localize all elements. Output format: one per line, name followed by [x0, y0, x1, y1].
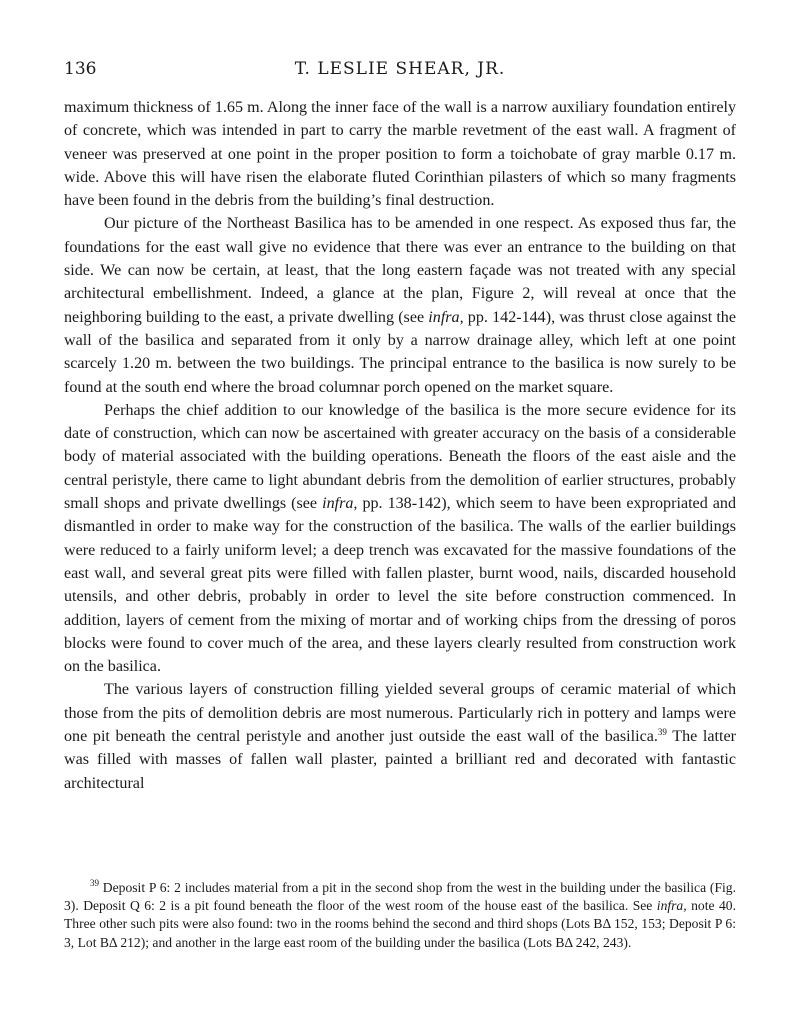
paragraph-2-text-b: pp. 138-142), which seem to have been expropriated and dismantled in order to make way for the construction of the basilica. The walls of the earlier buildings were reduced to a fairly uniform level; a deep trench was excavated for the massive foundations of the east wall, and several great pits were filled with fallen plaster, burnt wood, nails, discarded household utensils, and other debris, probably in order to level the site before construction commenced. In addition, layers of cement from the mixing of mortar and of working chips from the dressing of poros blocks were found to cover much of the area, and these layers clearly resulted from construction work on the basilica.: [64, 495, 737, 676]
footnote-39: [64, 879, 736, 952]
footnote-ref-39[interactable]: 39: [657, 727, 667, 738]
footnotes: [64, 879, 736, 952]
body-text: [64, 96, 736, 795]
paragraph-2-italic: infra,: [322, 495, 358, 513]
paragraph-3-text-b: The latter was filled with masses of fallen wall plaster, painted a brilliant red and decorated with fantastic architectural: [64, 728, 736, 792]
footnote-text-b: note 40. Three other such pits were also found: two in the rooms behind the second and third shops (Lots BΔ 152, 153; Deposit P 6: 3, Lot BΔ 212); and another in the large east room of the building under the basilica (Lots BΔ 242, 243).: [64, 898, 736, 950]
page-header: [64, 57, 736, 81]
paragraph-2-text-a: Perhaps the chief addition to our knowledge of the basilica is the more secure evidence for its date of construction, which can now be ascertained with greater accuracy on the basis of a considerable body of material associated with the building operations. Beneath the floors of the east aisle and the central peristyle, there came to light abundant debris from the demolition of earlier structures, probably small shops and private dwellings (see: [64, 401, 736, 513]
paragraph-1-text-b: pp. 142-144), was thrust close against the wall of the basilica and separated from it only by a narrow drainage alley, which left at one point scarcely 1.20 m. between the two buildings. The principal entrance to the basilica is now surely to be found at the south end where the broad columnar porch opened on the market square.: [64, 308, 736, 396]
paragraph-0: [64, 96, 736, 212]
footnote-italic: infra,: [656, 898, 687, 914]
paragraph-3: [64, 678, 736, 794]
paragraph-1-italic: infra,: [428, 308, 464, 326]
running-head: T. LESLIE SHEAR, JR.: [294, 59, 506, 79]
paragraph-1-text-a: Our picture of the Northeast Basilica has to be amended in one respect. As exposed thus far, the foundations for the east wall give no evidence that there was ever an entrance to the building on that side. We can now be certain, at least, that the long eastern façade was not treated with any special architectural embellishment. Indeed, a glance at the plan, Figure 2, will reveal at once that the neighboring building to the east, a private dwelling (see: [64, 215, 736, 326]
paragraph-1: [64, 212, 736, 398]
footnote-text-a: Deposit P 6: 2 includes material from a pit in the second shop from the west in the building under the basilica (Fig. 3). Deposit Q 6: 2 is a pit found beneath the floor of the west room of the house east of the basilica. See: [64, 880, 736, 914]
paragraph-0-text: maximum thickness of 1.65 m. Along the inner face of the wall is a narrow auxiliary foundation entirely of concrete, which was intended in part to carry the marble revetment of the east wall. A fragment of veneer was preserved at one point in the proper position to form a toichobate of gray marble 0.17 m. wide. Above this will have risen the elaborate fluted Corinthian pilasters of which so many fragments have been found in the debris from the building’s final destruction.: [64, 99, 736, 210]
paragraph-3-text-a: The various layers of construction filling yielded several groups of ceramic material of which those from the pits of demolition debris are most numerous. Particularly rich in pottery and lamps were one pit beneath the central peristyle and another just outside the east wall of the basilica.: [64, 681, 736, 746]
paragraph-2: [64, 399, 736, 679]
page-number: 136: [64, 59, 97, 79]
footnote-number: 39: [90, 878, 99, 888]
